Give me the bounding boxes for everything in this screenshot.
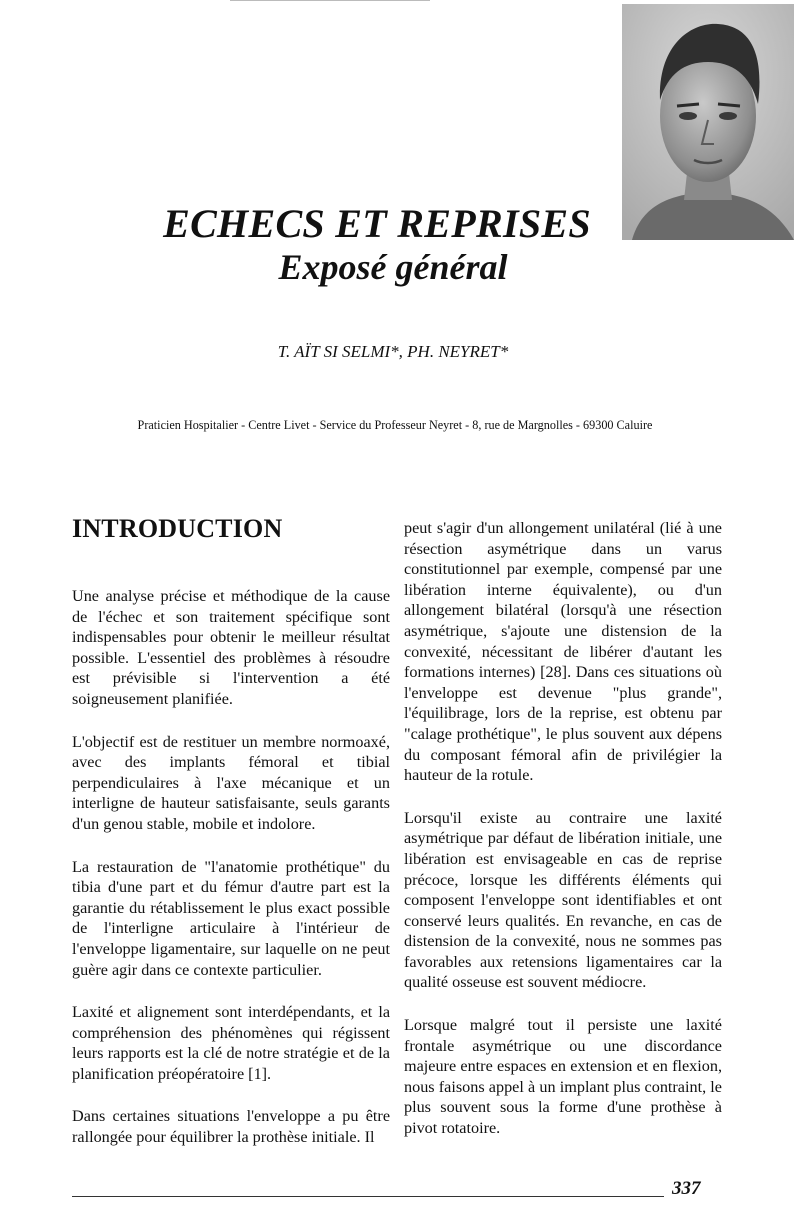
left-paragraph-4: Laxité et alignement sont interdépendants, et la compréhension des phénomènes qui régissent leurs rapports est la clé de notre stratégie et de la planification préopératoire [1].	[72, 1003, 390, 1083]
right-paragraph-3: Lorsque malgré tout il persiste une laxité frontale asymétrique ou une discordance majeure entre espaces en extension et en flexion, nous faisons appel à un implant plus contraint, le plus souvent sous la forme d'une prothèse à pivot rotatoire.	[404, 1016, 722, 1138]
section-heading-introduction: INTRODUCTION	[72, 514, 283, 543]
top-rule	[230, 0, 430, 1]
left-column	[72, 586, 390, 1170]
footer-rule	[72, 1196, 664, 1197]
right-paragraph-1: peut s'agir d'un allongement unilatéral (lié à une résection asymétrique dans un varus constitutionnel par exemple, compensé par une libération interne équivalente), ou d'un allongement bilatéral (lorsqu'à une résection asymétrique, s'ajoute une distension de la convexité, nécessitant de libérer d'autant les formations internes) [28]. Dans ces situations où l'enveloppe est devenue "plus grande", l'équilibrage, lors de la reprise, est obtenu par "calage prothétique", le plus souvent aux dépens du composant fémoral afin de privilégier la hauteur de la rotule.	[404, 519, 722, 785]
right-column	[404, 518, 722, 1161]
page-number: 337	[672, 1178, 701, 1199]
author-affiliation: Praticien Hospitalier - Centre Livet - Service du Professeur Neyret - 8, rue de Margnolles - 69300 Caluire	[137, 418, 653, 432]
left-paragraph-2: L'objectif est de restituer un membre normoaxé, avec des implants fémoral et tibial perpendiculaires à l'axe mécanique et un interligne de hauteur satisfaisante, seuls garants d'un genou stable, mobile et indolore.	[72, 732, 390, 833]
left-paragraph-1: Une analyse précise et méthodique de la cause de l'échec et son traitement spécifique sont indispensables pour obtenir le meilleur résultat possible. L'essentiel des problèmes à résoudre est prévisible si l'intervention a été soigneusement planifiée.	[72, 587, 390, 708]
article-authors: T. AÏT SI SELMI*, PH. NEYRET*	[277, 342, 509, 361]
article-title: ECHECS ET REPRISES	[163, 201, 591, 246]
article-subtitle: Exposé général	[278, 247, 508, 287]
right-paragraph-2: Lorsqu'il existe au contraire une laxité asymétrique par défaut de libération initiale, une libération est envisageable en cas de reprise précoce, lorsque les différents éléments qui composent l'enveloppe sont identifiables et ont conservé leurs qualités. En revanche, en cas de distension de la convexité, nous ne sommes pas favorables aux retensions ligamentaires car la qualité osseuse est souvent médiocre.	[404, 808, 722, 992]
left-paragraph-3: La restauration de "l'anatomie prothétique" du tibia d'une part et du fémur d'autre part est la garantie du rétablissement le plus exact possible de l'interligne articulaire à l'intérieur de l'enveloppe ligamentaire, sur laquelle on ne peut guère agir dans ce contexte particulier.	[72, 857, 390, 979]
left-paragraph-5: Dans certaines situations l'enveloppe a pu être rallongée pour équilibrer la prothèse initiale. Il	[72, 1107, 390, 1147]
